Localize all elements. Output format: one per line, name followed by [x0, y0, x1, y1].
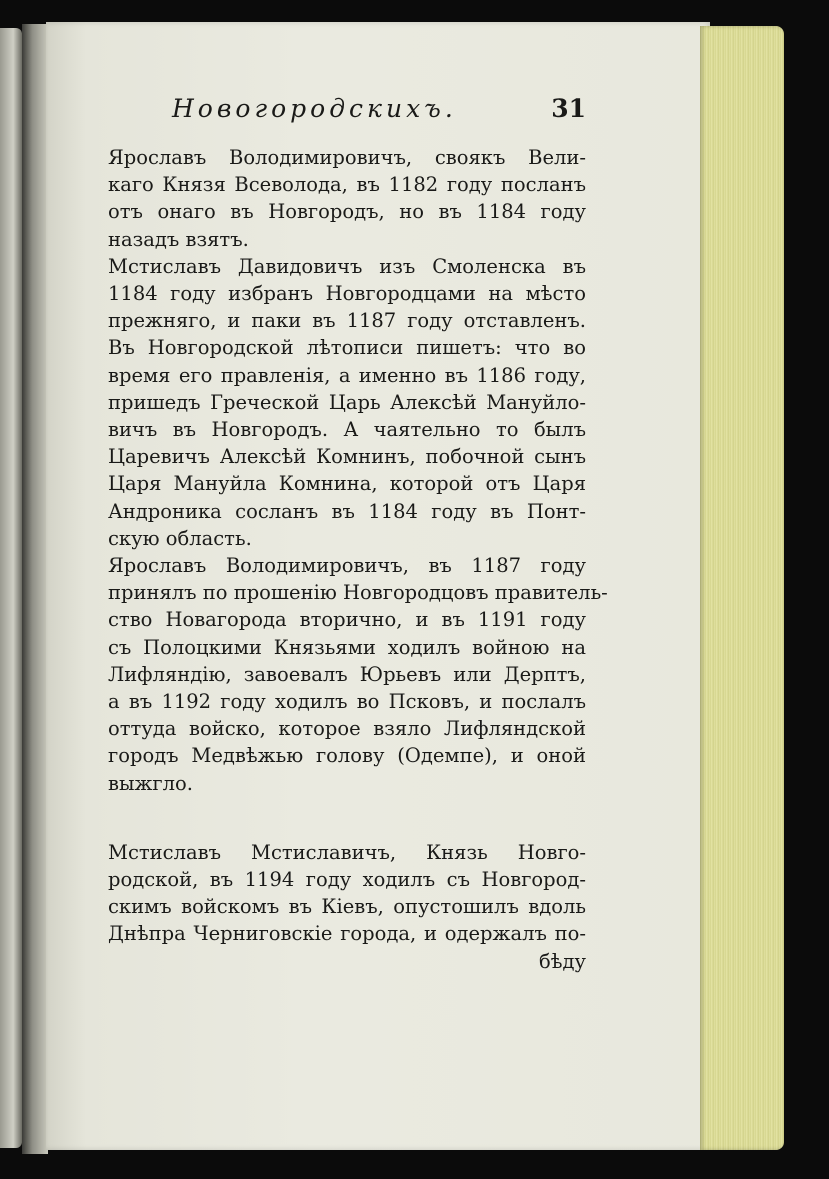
text-line: Въ Новгородской лѣтописи пишетъ: что во: [108, 336, 586, 360]
page-text: [108, 94, 608, 975]
paragraph: [108, 552, 608, 797]
text-line: Днѣпра Черниговскіе города, и одержалъ по-: [108, 922, 586, 946]
catchword: бѣду: [539, 949, 586, 973]
text-line: Мстиславъ Мстиславичъ, Князь Новго-: [108, 840, 586, 864]
text-line: Ярославъ Володимировичъ, въ 1187 году: [108, 554, 586, 578]
text-line: назадъ взятъ.: [108, 227, 249, 251]
text-line: Царя Мануйла Комнина, которой отъ Царя: [108, 472, 586, 496]
paragraph: [108, 144, 586, 253]
text-line: ство Новагорода вторично, и въ 1191 году: [108, 608, 586, 632]
text-line: Лифляндію, завоевалъ Юрьевъ или Дерптъ,: [108, 662, 586, 686]
text-line: 1184 году избранъ Новгородцами на мѣсто: [108, 282, 586, 306]
text-line: принялъ по прошенію Новгородцовъ правитель-: [108, 581, 608, 605]
text-line: вичъ въ Новгородъ. А чаятельно то былъ: [108, 418, 586, 442]
text-line: скимъ войскомъ въ Кіевъ, опустошилъ вдоль: [108, 895, 586, 919]
text-line: родской, въ 1194 году ходилъ съ Новгород-: [108, 868, 586, 892]
book-gutter: [22, 24, 48, 1154]
paragraph-gap: [108, 797, 586, 839]
text-line: Ярославъ Володимировичъ, своякъ Вели-: [108, 146, 586, 169]
text-line: Андроника сосланъ въ 1184 году въ Понт-: [108, 499, 586, 523]
text-line: скую область.: [108, 526, 252, 550]
page-number: 31: [551, 94, 586, 123]
text-line: пришедъ Греческой Царь Алексѣй Мануйло-: [108, 390, 586, 414]
paragraph: [108, 253, 586, 552]
running-title: Новогородскихъ.: [172, 94, 457, 123]
text-line: Царевичъ Алексѣй Комнинъ, побочной сынъ: [108, 445, 586, 469]
text-line: а въ 1192 году ходилъ во Псковъ, и послалъ: [108, 690, 586, 714]
text-line: время его правленія, а именно въ 1186 году,: [108, 363, 586, 387]
text-line: городъ Медвѣжью голову (Одемпе), и оной: [108, 744, 586, 768]
text-line: отъ онаго въ Новгородъ, но въ 1184 году: [108, 200, 586, 224]
text-line: прежняго, и паки въ 1187 году отставленъ.: [108, 309, 586, 333]
text-line: оттуда войско, которое взяло Лифляндской: [108, 717, 586, 741]
text-line: съ Полоцкими Князьями ходилъ войною на: [108, 635, 586, 659]
facing-page-edge: [0, 28, 22, 1148]
running-head: [108, 94, 586, 126]
page-edges: [700, 26, 784, 1150]
text-line: выжгло.: [108, 771, 193, 795]
text-line: Мстиславъ Давидовичъ изъ Смоленска въ: [108, 254, 586, 278]
paragraph: [108, 839, 586, 975]
text-line: каго Князя Всеволода, въ 1182 году посланъ: [108, 173, 586, 197]
